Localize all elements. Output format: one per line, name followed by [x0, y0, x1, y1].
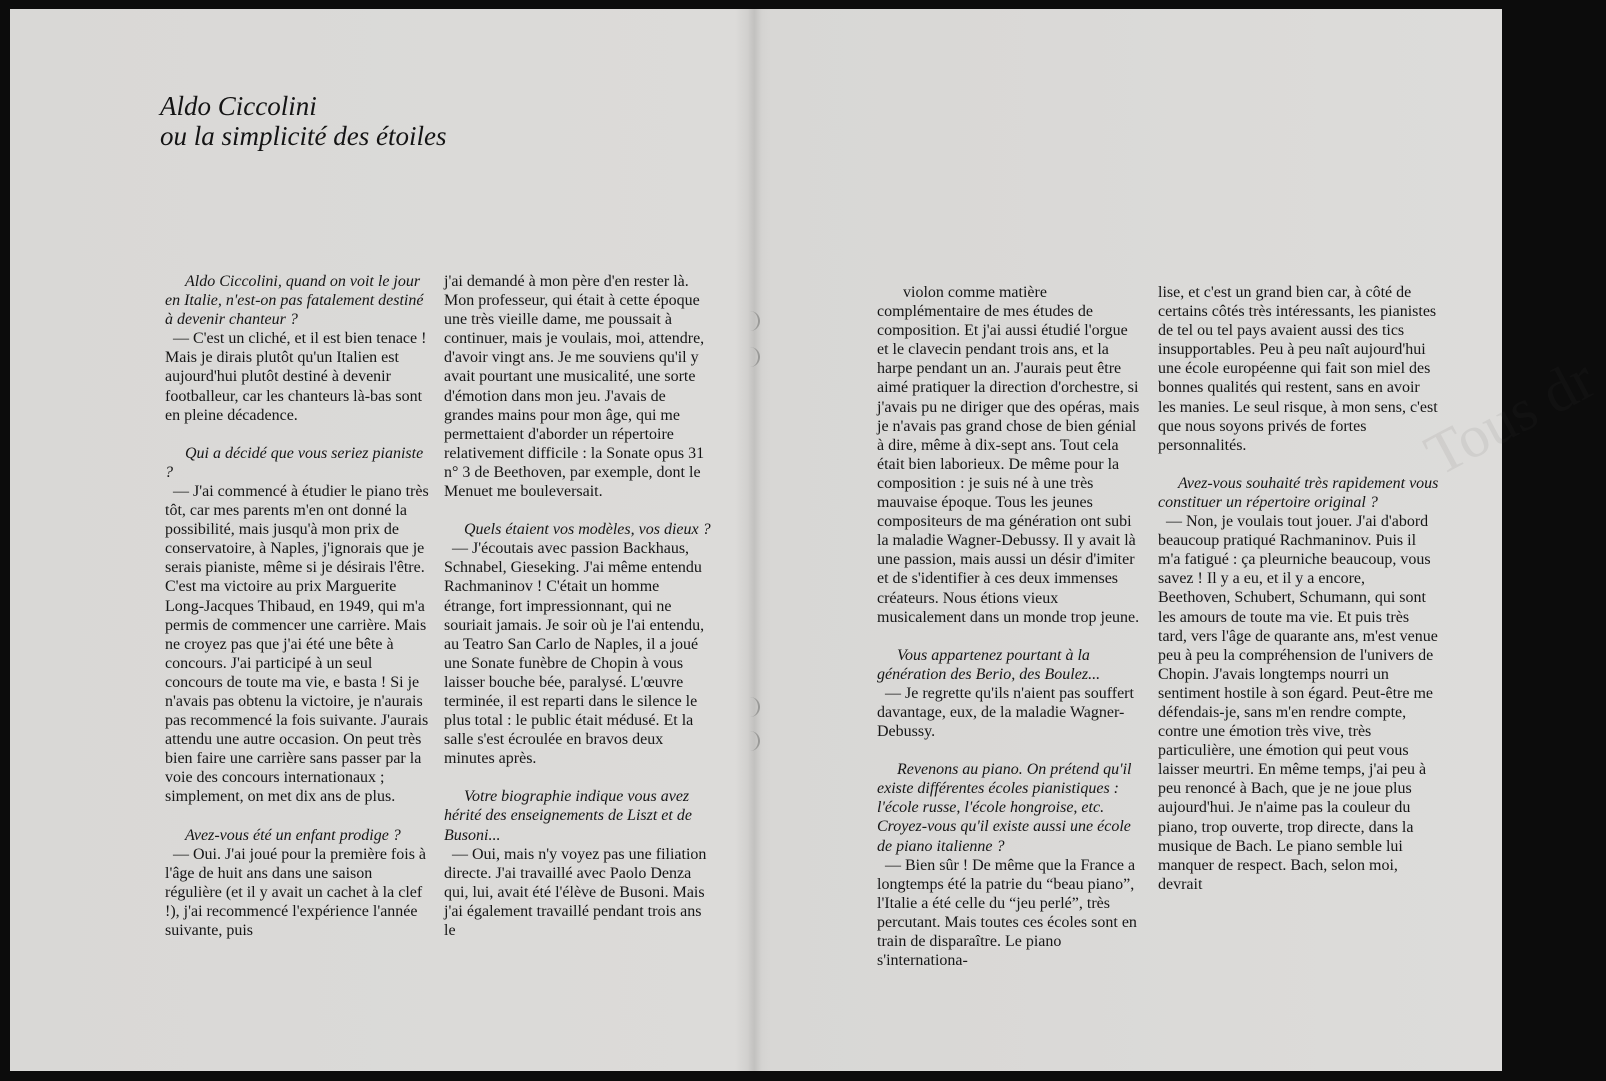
interview-answer: — Oui, mais n'y voyez pas une filiation directe. J'ai travaillé avec Paolo Denza qui, lui, avait été l'élève de Busoni. Mais j'ai également travaillé pendant trois ans le [444, 845, 707, 939]
interview-question: Revenons au piano. On prétend qu'il existe différentes écoles pianistiques : l'école russe, l'école hongroise, etc. Croyez-vous qu'il existe aussi une école de piano italienne ? [877, 761, 1132, 855]
interview-question: Votre biographie indique vous avez hérité des enseignements de Liszt et de Busoni... [444, 788, 692, 844]
interview-answer: j'ai demandé à mon père d'en rester là. Mon professeur, qui était à cette époque une très vieille dame, me poussait à continuer, mais je voulais, moi, attendre, d'avoir vingt ans. Je me souviens qu'il y avait pourtant une musicalité, une sorte d'émotion dans mon jeu. J'avais de grandes mains pour mon âge, qui me permettaient d'aborder un répertoire relativement difficile : la Sonate opus 31 n° 3 de Beethoven, par exemple, dont le Menuet me bouleversait. [444, 273, 705, 501]
paragraph-gap [877, 627, 1143, 646]
interview-answer: — Oui. J'ai joué pour la première fois à l'âge de huit ans dans une saison régulière (et il y avait un cachet à la clef !), j'ai recommencé l'expérience l'année suivante, puis [165, 845, 427, 939]
left-page [10, 9, 754, 1071]
interview-answer: — C'est un cliché, et il est bien tenace ! Mais je dirais plutôt qu'un Italien est aujourd'hui plutôt destiné à devenir footballeur, car les chanteurs là-bas sont en pleine décadence. [165, 330, 427, 424]
right-page [754, 9, 1606, 1071]
interview-answer: violon comme matière complémentaire de mes études de composition. Et j'ai aussi étudié l'orgue et le clavecin pendant trois ans, et la harpe pendant un an. J'aurais peut être aimé pratiquer la direction d'orchestre, si j'avais pu ne diriger que des opéras, mais je n'avais pas grand chose de bien génial à dire, même à dix-sept ans. Tout cela était bien laborieux. De même pour la composition : je suis né à une très mauvaise époque. Tous les jeunes compositeurs de ma génération ont subi la maladie Wagner-Debussy. Il y avait là une passion, mais aussi un désir d'imiter et de s'identifier à ces deux immenses créateurs. Nous étions vieux musicalement dans un monde trop jeune. [877, 284, 1140, 626]
interview-question: Quels étaient vos modèles, vos dieux ? [464, 521, 711, 539]
interview-question: Vous appartenez pourtant à la génération des Berio, des Boulez... [877, 646, 1101, 683]
booklet-spread [10, 9, 1606, 1071]
paragraph-gap [444, 501, 714, 520]
interview-question: Avez-vous souhaité très rapidement vous constituer un répertoire original ? [1158, 474, 1439, 511]
column-3 [877, 283, 1143, 970]
paragraph-gap [165, 425, 433, 444]
interview-answer: — J'ai commencé à étudier le piano très tôt, car mes parents m'en ont donné la possibilité, mais jusqu'à mon prix de conservatoire, à Naples, j'ignorais que je serais pianiste, même si je désirais l'être. C'est ma victoire au prix Marguerite Long-Jacques Thibaud, en 1949, qui m'a permis de commencer une carrière. Mais ne croyez pas que j'ai été une bête à concours. J'ai participé à un seul concours de toute ma vie, e basta ! Si je n'avais pas obtenu la victoire, je n'aurais pas recommencé la fois suivante. J'aurais attendu une autre occasion. On peut très bien faire une carrière sans passer par la voie des concours internationaux ; simplement, on met dix ans de plus. [165, 482, 429, 806]
paragraph-gap [877, 741, 1143, 760]
interview-question: Qui a décidé que vous seriez pianiste ? [165, 444, 424, 481]
interview-answer: — Je regrette qu'ils n'aient pas souffert davantage, eux, de la maladie Wagner-Debussy. [877, 684, 1134, 741]
title-line-1: Aldo Ciccolini [160, 91, 317, 121]
interview-answer: lise, et c'est un grand bien car, à côté de certains côtés très intéressants, les pianistes de tel ou tel pays avaient aussi des tics insupportables. Peu à peu naît aujourd'hui une école européenne qui fait son miel des bonnes qualités qui restent, sans en avoir les manies. Le seul risque, à mon sens, c'est que nous soyons privés de fortes personnalités. [1158, 284, 1438, 454]
title-line-2: ou la simplicité des étoiles [160, 121, 447, 151]
interview-answer: — Bien sûr ! De même que la France a longtemps été la patrie du “beau piano”, l'Italie a été celle du “jeu perlé”, très percutant. Mais toutes ces écoles sont en train de disparaître. Le piano s'internationa- [877, 856, 1137, 970]
interview-question: Avez-vous été un enfant prodige ? [185, 826, 401, 844]
paragraph-gap [1158, 455, 1440, 474]
article-title [160, 91, 446, 151]
column-2 [444, 272, 714, 940]
column-1 [165, 272, 433, 940]
interview-answer: — Non, je voulais tout jouer. J'ai d'abord beaucoup pratiqué Rachmaninov. Puis il m'a fatigué : ça pleurniche beaucoup, vous savez ! Il y a eu, et il y a encore, Beethoven, Schubert, Schumann, qui sont les amours de toute ma vie. Et puis très tard, vers l'âge de quarante ans, m'est venue peu à peu la compréhension de l'univers de Chopin. J'avais longtemps nourri un sentiment hostile à son égard. Peut-être me défendais-je, sans m'en rendre compte, contre une émotion très vive, très particulière, une émotion qui peut vous laisser meurtri. En même temps, j'ai peu à peu renoncé à Bach, que je ne joue plus aujourd'hui. Je n'aime pas la couleur du piano, trop ouverte, trop directe, dans la musique de Bach. Le piano semble lui manquer de respect. Bach, selon moi, devrait [1158, 513, 1438, 893]
watermark: Tous dr [1414, 345, 1606, 489]
paragraph-gap [165, 807, 433, 826]
interview-question: Aldo Ciccolini, quand on voit le jour en Italie, n'est-on pas fatalement destiné à devenir chanteur ? [165, 273, 424, 329]
paragraph-gap [444, 768, 714, 787]
column-4 [1158, 283, 1440, 894]
interview-answer: — J'écoutais avec passion Backhaus, Schnabel, Gieseking. J'ai même entendu Rachmaninov ! C'était un homme étrange, fort impressionnant, qui ne souriait jamais. Je soir où je l'ai entendu, au Teatro San Carlo de Naples, il a joué une Sonate funèbre de Chopin à vous laisser bouche bée, paralysé. L'œuvre terminée, il est reparti dans le silence le plus total : le public était médusé. Et la salle s'est écroulée en bravos deux minutes après. [444, 540, 705, 768]
